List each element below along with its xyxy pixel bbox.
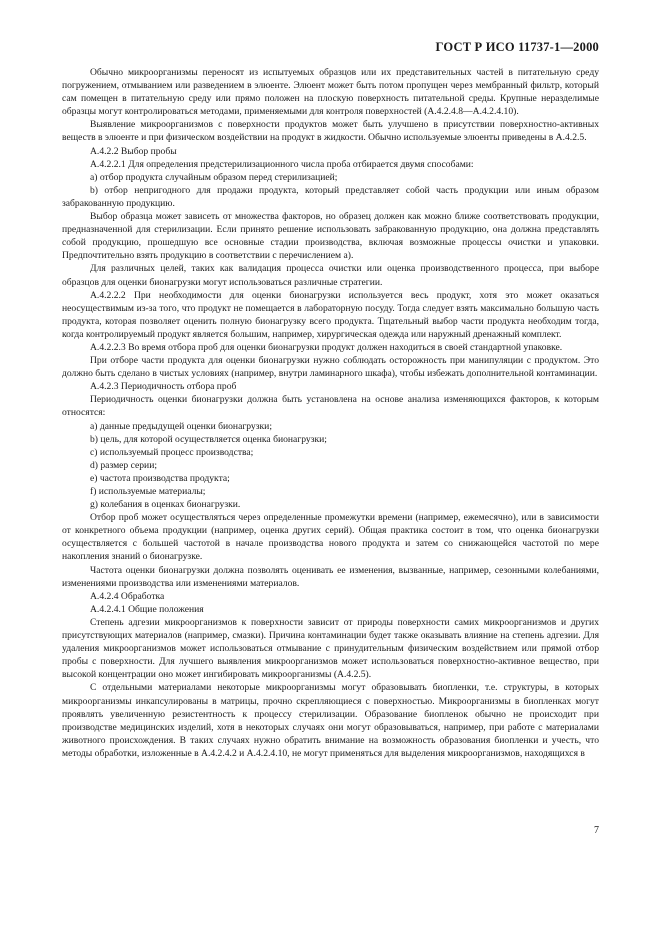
body-text [62,66,599,760]
list-item: b) цель, для которой осуществляется оценка бионагрузки; [90,433,327,445]
section-heading: А.4.2.4.1 Общие положения [90,603,204,615]
section-heading: А.4.2.3 Периодичность отбора проб [90,381,237,393]
standard-title: ГОСТ Р ИСО 11737-1—2000 [435,40,599,54]
list-item: b) отбор непригодного для продажи продукта, который представляет собой часть продукции или иным образом забракованную продукцию. [62,184,599,209]
paragraph: Выявление микроорганизмов с поверхности продуктов может быть улучшено в присутствии поверхностно-активных веществ в элюенте и при физическом воздействии на продукт в жидкости. Обычно используемые элюенты приведены в А.4.2.5. [62,119,599,144]
paragraph: Степень адгезии микроорганизмов к поверхности зависит от природы поверхности самих микроорганизмов и других присутствующих материалов (например, смазки). Причина контаминации будет также оказывать влияние на степень адгезии. Для удаления микроорганизмов может использоваться отмывание с принудительным физическим воздействием или прямой отбор пробы с поверхности. Для лучшего выявления микроорганизмов может использоваться поверхностно-активное вещество, при высокой концентрации оно может ингибировать микроорганизмы (А.4.2.5). [62,616,599,681]
paragraph: Отбор проб может осуществляться через определенные промежутки времени (например, ежемесячно), или в зависимости от конкретного объема продукции (например, оценка других серий). Общая практика состоит в том, что оценка бионагрузки осуществляется с большей частотой в начале производства нового продукта и затем со снижающейся частотой по мере накопления знаний о бионагрузке. [62,512,599,563]
section-heading: А.4.2.4 Обработка [90,590,165,602]
section-heading: А.4.2.2 Выбор пробы [90,145,177,157]
list-item: f) используемые материалы; [90,486,206,497]
paragraph: А.4.2.2.3 Во время отбора проб для оценки бионагрузки продукт должен находиться в своей стандартной упаковке. [90,341,563,353]
list-item: е) частота производства продукта; [90,472,230,484]
list-item: d) размер серии; [90,459,157,471]
paragraph: А.4.2.2.2 При необходимости для оценки бионагрузки используется весь продукт, хотя это может оказаться неосуществимым из-за того, что продукт не помещается в лабораторную посуду. Тогда следует взять максимально большую часть продукта, которая позволяет оценить полную бионагрузку всего продукта. Тщательный выбор части продукта необходим тогда, когда контролируемый продукт является большим, например, хирургическая одежда или наружный дренажный комплект. [62,289,599,340]
paragraph: Для различных целей, таких как валидация процесса очистки или оценка производственного процесса, при выборе образцов для оценки бионагрузки могут использоваться различные стратегии. [62,263,599,288]
paragraph: Периодичность оценки бионагрузки должна быть установлена на основе анализа изменяющихся факторов, к которым относятся: [62,394,599,419]
list-item: с) используемый процесс производства; [90,446,254,458]
list-item: а) отбор продукта случайным образом перед стерилизацией; [90,171,338,183]
paragraph: Обычно микроорганизмы переносят из испытуемых образцов или их представительных частей в питательную среду погружением, отмыванием или разведением в элюенте. Элюент может быть потом пропущен через мембранный фильтр, который сам помещен в питательную среду или прямо положен на плоскую поверхность питательной среды. Крупные неразделимые образцы могут контролироваться методами, применяемыми для контроля поверхностей (А.4.2.4.8—А.4.2.4.10). [62,67,599,118]
paragraph: Выбор образца может зависеть от множества факторов, но образец должен как можно ближе соответствовать продукции, предназначенной для стерилизации. Если принято решение использовать забракованную продукцию, она должна представлять собой продукцию, прошедшую все основные стадии производства, включая возможные процессы очистки и упаковки. Предпочтительно взять продукцию в соответствии с перечислением а). [62,211,599,262]
page-number: 7 [594,825,599,836]
list-item: а) данные предыдущей оценки бионагрузки; [90,420,272,432]
paragraph: А.4.2.2.1 Для определения предстерилизационного числа проба отбирается двумя способами: [90,158,474,170]
paragraph: Частота оценки бионагрузки должна позволять оценивать ее изменения, вызванные, например, сезонными колебаниями, изменениями производства или изменениями материалов. [62,564,599,589]
list-item: g) колебания в оценках бионагрузки. [90,499,241,511]
paragraph: При отборе части продукта для оценки бионагрузки нужно соблюдать осторожность при манипуляции с продуктом. Это должно быть сделано в чистых условиях (например, внутри ламинарного шкафа), чтобы избежать дополнительной контаминации. [62,355,599,380]
paragraph: С отдельными материалами некоторые микроорганизмы могут образовывать биопленки, т.е. структуры, в которых микроорганизмы инкапсулированы в матрицы, прочно скрепляющиеся с поверхностью. Микроорганизмы в биопленках могут проявлять увеличенную резистентность к процессу стерилизации. Образование биопленок обычно не происходит при производстве медицинских изделий, хотя в некоторых случаях они могут образовываться, например, при работе с материалами животного происхождения. В таких случаях нужно обратить внимание на возможность образования биопленки и учесть, что методы обработки, изложенные в А.4.2.4.2 и А.4.2.4.10, не могут применяться для выделения микроорганизмов, находящихся в [62,682,599,759]
